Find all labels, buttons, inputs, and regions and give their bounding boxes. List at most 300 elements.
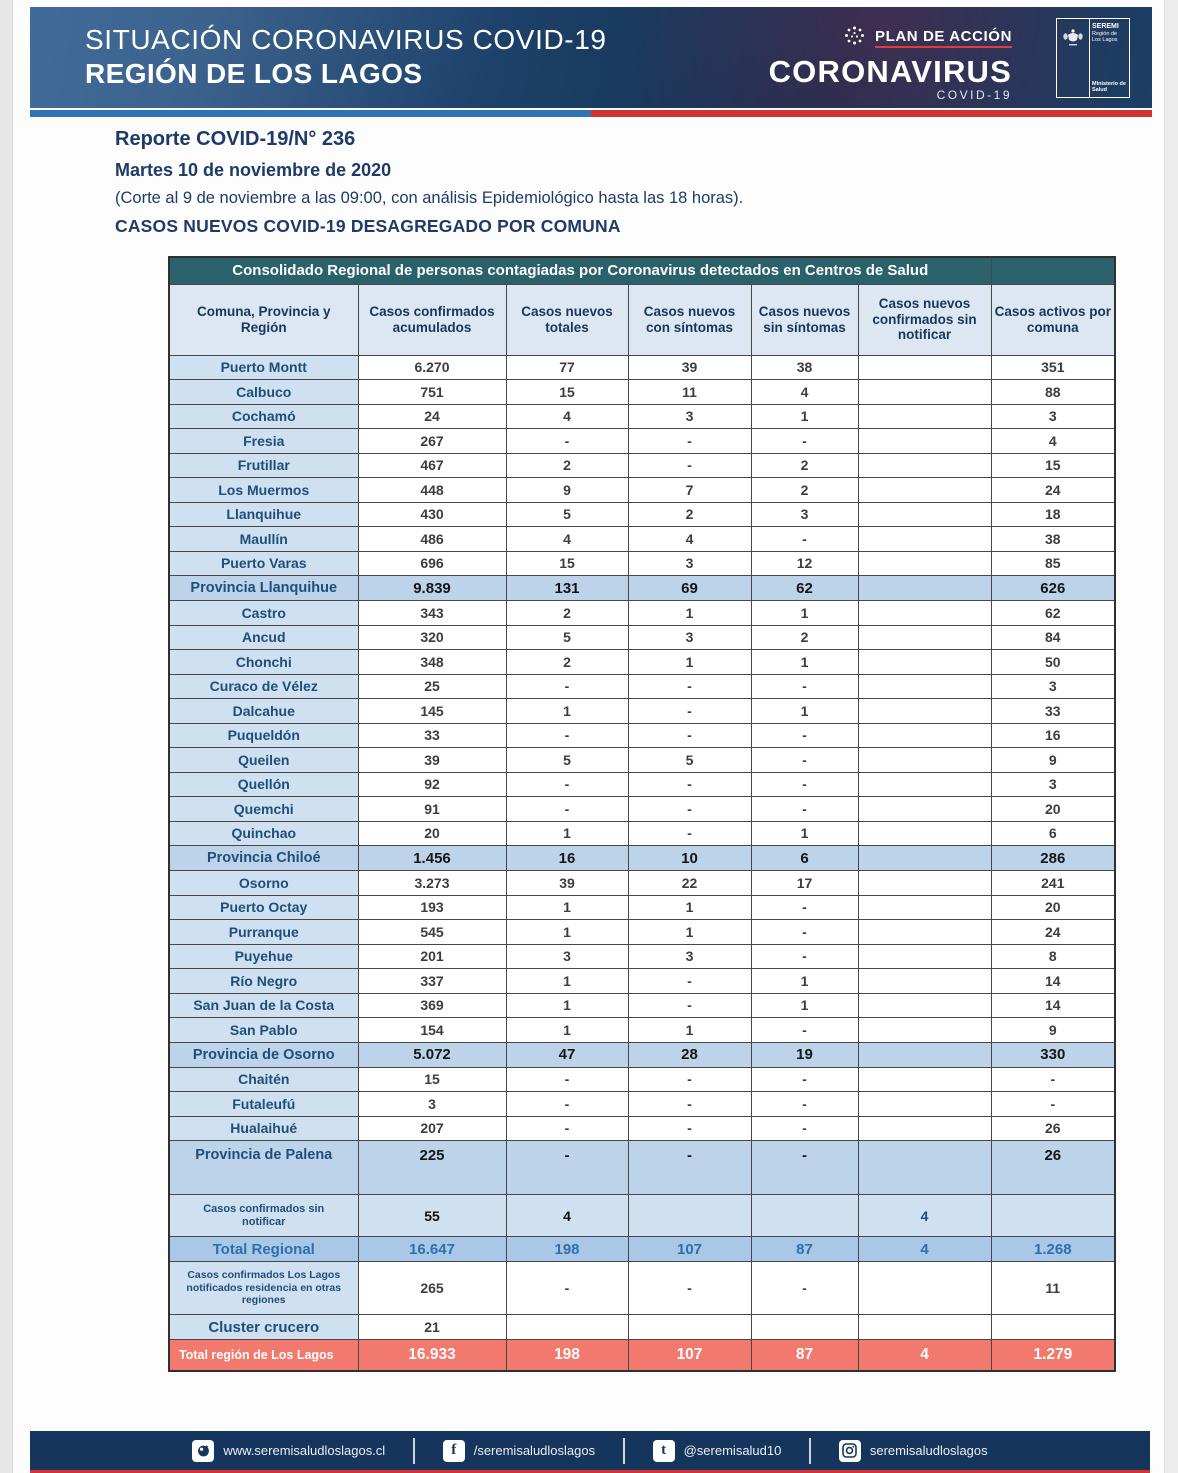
row-value: 107 bbox=[628, 1340, 751, 1371]
row-value: 1 bbox=[751, 993, 858, 1018]
column-header: Casos activos por comuna bbox=[991, 284, 1115, 355]
row-value: - bbox=[751, 920, 858, 945]
row-value: 6 bbox=[751, 846, 858, 871]
row-value: 85 bbox=[991, 551, 1115, 576]
row-value: 18 bbox=[991, 502, 1115, 527]
coat-of-arms-icon bbox=[1057, 19, 1090, 97]
row-value: 15 bbox=[506, 380, 628, 405]
row-value: 193 bbox=[358, 895, 506, 920]
row-value: 38 bbox=[991, 527, 1115, 552]
row-value: 1 bbox=[506, 1018, 628, 1043]
row-value bbox=[506, 1315, 628, 1340]
row-value bbox=[751, 1315, 858, 1340]
table-row bbox=[169, 748, 1115, 773]
row-value: 107 bbox=[628, 1237, 751, 1262]
table-row bbox=[169, 380, 1115, 405]
row-label: Puerto Octay bbox=[169, 895, 358, 920]
row-value: 486 bbox=[358, 527, 506, 552]
twitter-icon bbox=[192, 1440, 214, 1462]
row-value: 225 bbox=[358, 1141, 506, 1195]
row-value: 320 bbox=[358, 625, 506, 650]
row-value: 448 bbox=[358, 478, 506, 503]
row-label: Quellón bbox=[169, 772, 358, 797]
row-value: 50 bbox=[991, 650, 1115, 675]
facebook-icon: f bbox=[443, 1440, 465, 1462]
row-label: Maullín bbox=[169, 527, 358, 552]
row-value: - bbox=[751, 1067, 858, 1092]
row-value: - bbox=[628, 429, 751, 454]
row-value bbox=[858, 478, 991, 503]
row-value: - bbox=[751, 1116, 858, 1141]
row-value: 62 bbox=[991, 601, 1115, 626]
row-value: 337 bbox=[358, 969, 506, 994]
table-row bbox=[169, 920, 1115, 945]
table-row bbox=[169, 1141, 1115, 1195]
scan-edge-right bbox=[1164, 0, 1178, 1473]
row-value: 5 bbox=[506, 625, 628, 650]
row-value bbox=[858, 1262, 991, 1315]
row-label: Provincia Llanquihue bbox=[169, 576, 358, 601]
row-value: 14 bbox=[991, 993, 1115, 1018]
row-value: 62 bbox=[751, 576, 858, 601]
row-value: - bbox=[506, 429, 628, 454]
table-row bbox=[169, 1067, 1115, 1092]
report-title: Reporte COVID-19/N° 236 bbox=[115, 128, 356, 150]
row-value bbox=[858, 1042, 991, 1067]
row-label: Curaco de Vélez bbox=[169, 674, 358, 699]
table-row bbox=[169, 453, 1115, 478]
footer-social-label: seremisaludloslagos bbox=[869, 1443, 988, 1458]
row-value: 198 bbox=[506, 1340, 628, 1371]
row-value: 3 bbox=[628, 944, 751, 969]
row-value bbox=[991, 1195, 1115, 1237]
report-cutoff-note: (Corte al 9 de noviembre a las 09:00, con análisis Epidemiológico hasta las 18 horas). bbox=[115, 189, 744, 207]
row-value: 20 bbox=[991, 895, 1115, 920]
row-value: 1 bbox=[751, 969, 858, 994]
row-value: - bbox=[751, 1262, 858, 1315]
row-value bbox=[858, 1092, 991, 1117]
row-value bbox=[991, 1315, 1115, 1340]
row-value bbox=[858, 380, 991, 405]
row-value: - bbox=[751, 797, 858, 822]
footer-social-label: /seremisaludloslagos bbox=[473, 1443, 596, 1458]
row-label: San Pablo bbox=[169, 1018, 358, 1043]
row-value bbox=[858, 748, 991, 773]
row-value: 2 bbox=[751, 625, 858, 650]
row-label: Futaleufú bbox=[169, 1092, 358, 1117]
row-value bbox=[858, 625, 991, 650]
row-value bbox=[751, 1195, 858, 1237]
row-label: Purranque bbox=[169, 920, 358, 945]
row-value: 9 bbox=[991, 1018, 1115, 1043]
row-value: 33 bbox=[358, 723, 506, 748]
table-row bbox=[169, 1195, 1115, 1237]
row-value: 4 bbox=[506, 527, 628, 552]
row-value: 351 bbox=[991, 355, 1115, 380]
row-value: 11 bbox=[991, 1262, 1115, 1315]
row-label: Total Regional bbox=[169, 1237, 358, 1262]
row-value: - bbox=[628, 1067, 751, 1092]
row-label: Río Negro bbox=[169, 969, 358, 994]
row-value: 1 bbox=[628, 895, 751, 920]
banner-region-title: REGIÓN DE LOS LAGOS bbox=[85, 57, 423, 89]
row-value: - bbox=[628, 993, 751, 1018]
row-label: Provincia de Osorno bbox=[169, 1042, 358, 1067]
row-value: 14 bbox=[991, 969, 1115, 994]
row-label: Los Muermos bbox=[169, 478, 358, 503]
banner-title: SITUACIÓN CORONAVIRUS COVID-19 bbox=[85, 24, 607, 55]
table-row bbox=[169, 1116, 1115, 1141]
row-value: 1 bbox=[506, 895, 628, 920]
row-value bbox=[628, 1195, 751, 1237]
row-label: Hualaihué bbox=[169, 1116, 358, 1141]
row-value: 16.647 bbox=[358, 1237, 506, 1262]
row-value: 201 bbox=[358, 944, 506, 969]
instagram-icon bbox=[839, 1440, 861, 1462]
row-value: 1 bbox=[506, 821, 628, 846]
row-value: - bbox=[751, 895, 858, 920]
table-row bbox=[169, 699, 1115, 724]
row-value: 3 bbox=[991, 772, 1115, 797]
row-value: 15 bbox=[358, 1067, 506, 1092]
row-value bbox=[858, 429, 991, 454]
row-label: Llanquihue bbox=[169, 502, 358, 527]
row-value: 5 bbox=[506, 748, 628, 773]
row-value: 25 bbox=[358, 674, 506, 699]
plan-label: PLAN DE ACCIÓN bbox=[875, 28, 1012, 48]
row-value: 16 bbox=[991, 723, 1115, 748]
row-value: 1 bbox=[506, 699, 628, 724]
ministry-label: Ministerio de Salud bbox=[1092, 80, 1126, 93]
row-label: Dalcahue bbox=[169, 699, 358, 724]
table-row bbox=[169, 993, 1115, 1018]
row-value: - bbox=[628, 723, 751, 748]
divider-blue-segment bbox=[30, 110, 591, 117]
table-row bbox=[169, 404, 1115, 429]
footer-social-label: www.seremisaludloslagos.cl bbox=[223, 1443, 386, 1458]
row-value bbox=[858, 920, 991, 945]
covid-table bbox=[168, 256, 1116, 1372]
row-value: 12 bbox=[751, 551, 858, 576]
row-value: 84 bbox=[991, 625, 1115, 650]
row-value: 92 bbox=[358, 772, 506, 797]
row-value: 88 bbox=[991, 380, 1115, 405]
row-value: 4 bbox=[858, 1340, 991, 1371]
row-value: 16.933 bbox=[358, 1340, 506, 1371]
row-value: 1 bbox=[751, 404, 858, 429]
row-value: - bbox=[991, 1092, 1115, 1117]
row-value bbox=[858, 1141, 991, 1195]
table-row bbox=[169, 355, 1115, 380]
table-banner-row bbox=[169, 257, 1115, 284]
row-value bbox=[858, 601, 991, 626]
row-value: - bbox=[506, 723, 628, 748]
row-value bbox=[628, 1315, 751, 1340]
row-value bbox=[858, 1018, 991, 1043]
table-row bbox=[169, 551, 1115, 576]
row-value bbox=[858, 527, 991, 552]
row-value: 4 bbox=[858, 1195, 991, 1237]
row-value: - bbox=[628, 1141, 751, 1195]
row-value bbox=[858, 944, 991, 969]
row-value bbox=[858, 1315, 991, 1340]
row-value: 15 bbox=[991, 453, 1115, 478]
table-header-row bbox=[169, 284, 1115, 355]
table-row bbox=[169, 1042, 1115, 1067]
row-value: 6 bbox=[991, 821, 1115, 846]
row-value: 2 bbox=[628, 502, 751, 527]
table-row bbox=[169, 429, 1115, 454]
row-value: 4 bbox=[506, 1195, 628, 1237]
row-value: 145 bbox=[358, 699, 506, 724]
row-value: 1 bbox=[751, 650, 858, 675]
row-value bbox=[858, 404, 991, 429]
row-value: 154 bbox=[358, 1018, 506, 1043]
table-row bbox=[169, 821, 1115, 846]
table-row bbox=[169, 601, 1115, 626]
row-label: Total región de Los Lagos bbox=[169, 1340, 358, 1371]
table-row bbox=[169, 969, 1115, 994]
row-value: 131 bbox=[506, 576, 628, 601]
row-value bbox=[858, 969, 991, 994]
row-value: - bbox=[628, 772, 751, 797]
row-value bbox=[858, 821, 991, 846]
row-value bbox=[858, 797, 991, 822]
row-value: 87 bbox=[751, 1237, 858, 1262]
row-value: - bbox=[506, 1141, 628, 1195]
row-value: 1 bbox=[628, 920, 751, 945]
row-value: 5 bbox=[628, 748, 751, 773]
row-value: 9.839 bbox=[358, 576, 506, 601]
row-value bbox=[858, 453, 991, 478]
row-value bbox=[858, 871, 991, 896]
row-value: 430 bbox=[358, 502, 506, 527]
row-value: - bbox=[506, 1092, 628, 1117]
row-value: 241 bbox=[991, 871, 1115, 896]
footer-social-link[interactable] bbox=[811, 1440, 1016, 1462]
row-value: 1 bbox=[751, 601, 858, 626]
table-row bbox=[169, 502, 1115, 527]
table-row bbox=[169, 871, 1115, 896]
row-value: 39 bbox=[506, 871, 628, 896]
row-value: 1 bbox=[506, 969, 628, 994]
column-header: Casos confirmados acumulados bbox=[358, 284, 506, 355]
column-header: Casos nuevos sin síntomas bbox=[751, 284, 858, 355]
row-value: 3.273 bbox=[358, 871, 506, 896]
row-value: 11 bbox=[628, 380, 751, 405]
row-value: 91 bbox=[358, 797, 506, 822]
row-label: Frutillar bbox=[169, 453, 358, 478]
table-banner-title: Consolidado Regional de personas contagiadas por Coronavirus detectados en Centros de Salud bbox=[169, 257, 991, 284]
row-value: 39 bbox=[628, 355, 751, 380]
column-header: Casos nuevos confirmados sin notificar bbox=[858, 284, 991, 355]
row-value: - bbox=[628, 821, 751, 846]
row-value: - bbox=[751, 944, 858, 969]
row-label: Casos confirmados sin notificar bbox=[169, 1195, 358, 1237]
row-label: Fresia bbox=[169, 429, 358, 454]
row-label: San Juan de la Costa bbox=[169, 993, 358, 1018]
row-value: 55 bbox=[358, 1195, 506, 1237]
row-value: 2 bbox=[506, 601, 628, 626]
row-value: 3 bbox=[506, 944, 628, 969]
row-value: - bbox=[506, 797, 628, 822]
row-value bbox=[858, 650, 991, 675]
table-row bbox=[169, 723, 1115, 748]
column-header: Casos nuevos con síntomas bbox=[628, 284, 751, 355]
row-value: 47 bbox=[506, 1042, 628, 1067]
row-value: 19 bbox=[751, 1042, 858, 1067]
row-label: Provincia de Palena bbox=[169, 1141, 358, 1195]
row-value: 1 bbox=[628, 601, 751, 626]
row-value: 1.279 bbox=[991, 1340, 1115, 1371]
row-value: 1 bbox=[751, 699, 858, 724]
row-value: 3 bbox=[628, 625, 751, 650]
footer-social-bar bbox=[30, 1431, 1150, 1470]
row-value: 265 bbox=[358, 1262, 506, 1315]
row-value: - bbox=[991, 1067, 1115, 1092]
table-row bbox=[169, 797, 1115, 822]
row-label: Puerto Montt bbox=[169, 355, 358, 380]
row-label: Cluster crucero bbox=[169, 1315, 358, 1340]
row-value: 207 bbox=[358, 1116, 506, 1141]
row-value: 9 bbox=[506, 478, 628, 503]
table-row bbox=[169, 1237, 1115, 1262]
seremi-region-label: Región de Los Lagos bbox=[1092, 30, 1118, 43]
footer-social-label: @seremisalud10 bbox=[683, 1443, 782, 1458]
table-row bbox=[169, 895, 1115, 920]
row-value: 87 bbox=[751, 1340, 858, 1371]
row-value: 1.268 bbox=[991, 1237, 1115, 1262]
report-date: Martes 10 de noviembre de 2020 bbox=[115, 160, 392, 180]
row-value: 751 bbox=[358, 380, 506, 405]
row-value: 1 bbox=[628, 1018, 751, 1043]
row-value: 69 bbox=[628, 576, 751, 601]
row-value: 4 bbox=[991, 429, 1115, 454]
row-value: 5.072 bbox=[358, 1042, 506, 1067]
row-value: 20 bbox=[358, 821, 506, 846]
footer-social-link[interactable] bbox=[164, 1440, 413, 1462]
table-banner-spacer bbox=[991, 257, 1115, 284]
row-value bbox=[858, 895, 991, 920]
row-value: - bbox=[506, 674, 628, 699]
row-value: 10 bbox=[628, 846, 751, 871]
divider-red-segment bbox=[591, 110, 1152, 117]
row-value: - bbox=[628, 969, 751, 994]
row-value: 3 bbox=[628, 404, 751, 429]
row-value: - bbox=[628, 1116, 751, 1141]
row-label: Quemchi bbox=[169, 797, 358, 822]
row-value: - bbox=[628, 1092, 751, 1117]
row-value: 3 bbox=[751, 502, 858, 527]
row-value: 369 bbox=[358, 993, 506, 1018]
row-value: 4 bbox=[506, 404, 628, 429]
row-value: - bbox=[628, 797, 751, 822]
row-value: - bbox=[751, 1092, 858, 1117]
row-value: 4 bbox=[628, 527, 751, 552]
row-value: 33 bbox=[991, 699, 1115, 724]
row-value: 22 bbox=[628, 871, 751, 896]
row-value: 24 bbox=[991, 478, 1115, 503]
row-value: 5 bbox=[506, 502, 628, 527]
footer-social-link[interactable] bbox=[415, 1440, 623, 1462]
row-value bbox=[858, 699, 991, 724]
row-value: - bbox=[506, 1067, 628, 1092]
row-label: Puqueldón bbox=[169, 723, 358, 748]
column-header: Casos nuevos totales bbox=[506, 284, 628, 355]
row-value: 77 bbox=[506, 355, 628, 380]
row-value: 286 bbox=[991, 846, 1115, 871]
row-label: Ancud bbox=[169, 625, 358, 650]
row-label: Calbuco bbox=[169, 380, 358, 405]
row-value: 17 bbox=[751, 871, 858, 896]
row-value: - bbox=[628, 674, 751, 699]
table-row bbox=[169, 625, 1115, 650]
row-label: Provincia Chiloé bbox=[169, 846, 358, 871]
tumblr-icon: t bbox=[653, 1440, 675, 1462]
row-value: 267 bbox=[358, 429, 506, 454]
table-row bbox=[169, 1018, 1115, 1043]
row-label: Casos confirmados Los Lagos notificados residencia en otras regiones bbox=[169, 1262, 358, 1315]
row-label: Castro bbox=[169, 601, 358, 626]
row-value: 7 bbox=[628, 478, 751, 503]
column-header: Comuna, Provincia y Región bbox=[169, 284, 358, 355]
row-label: Cochamó bbox=[169, 404, 358, 429]
report-heading bbox=[115, 128, 1095, 237]
row-value: 1.456 bbox=[358, 846, 506, 871]
row-value: 545 bbox=[358, 920, 506, 945]
row-value: 2 bbox=[751, 478, 858, 503]
row-value: 330 bbox=[991, 1042, 1115, 1067]
header-banner bbox=[30, 7, 1152, 108]
row-value: 3 bbox=[991, 404, 1115, 429]
table-row bbox=[169, 846, 1115, 871]
row-value: - bbox=[751, 772, 858, 797]
row-value: 26 bbox=[991, 1141, 1115, 1195]
table-row bbox=[169, 1262, 1115, 1315]
table-row bbox=[169, 527, 1115, 552]
row-value: 9 bbox=[991, 748, 1115, 773]
table-row bbox=[169, 650, 1115, 675]
row-label: Queilen bbox=[169, 748, 358, 773]
row-value: 3 bbox=[991, 674, 1115, 699]
row-value: 198 bbox=[506, 1237, 628, 1262]
row-value: 2 bbox=[751, 453, 858, 478]
row-value bbox=[858, 772, 991, 797]
row-label: Osorno bbox=[169, 871, 358, 896]
plan-de-accion-logo bbox=[769, 22, 1012, 102]
table-row bbox=[169, 1315, 1115, 1340]
table-row bbox=[169, 1092, 1115, 1117]
row-value: 1 bbox=[506, 920, 628, 945]
footer-social-link[interactable] bbox=[625, 1440, 810, 1462]
row-value: - bbox=[751, 429, 858, 454]
row-value: - bbox=[506, 1262, 628, 1315]
row-value: 1 bbox=[506, 993, 628, 1018]
table-row bbox=[169, 772, 1115, 797]
table-row bbox=[169, 478, 1115, 503]
row-value bbox=[858, 576, 991, 601]
row-value bbox=[858, 355, 991, 380]
row-value: 1 bbox=[628, 650, 751, 675]
row-value: 4 bbox=[858, 1237, 991, 1262]
row-value bbox=[858, 551, 991, 576]
row-value: 467 bbox=[358, 453, 506, 478]
row-value: 1 bbox=[751, 821, 858, 846]
row-value: - bbox=[751, 1018, 858, 1043]
row-label: Chonchi bbox=[169, 650, 358, 675]
row-label: Chaitén bbox=[169, 1067, 358, 1092]
row-value: 24 bbox=[991, 920, 1115, 945]
